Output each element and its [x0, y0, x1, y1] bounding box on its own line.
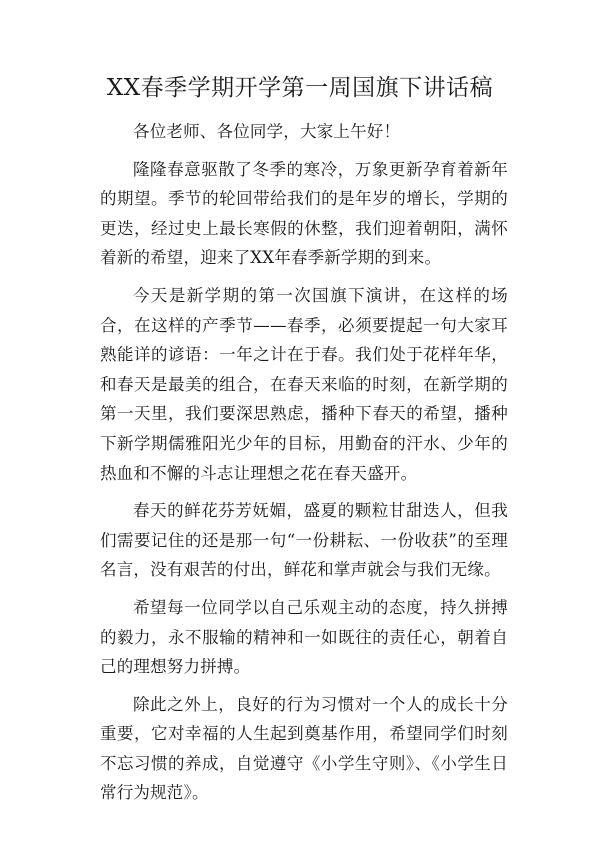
paragraph-new-semester: 今天是新学期的第一次国旗下演讲，在这样的场合，在这样的产季节——春季，必须要提起一句大家耳熟能详的谚语：一年之计在于春。我们处于花样年华，和春天是最美的组合，在春天来临的时刻，在新学期的第一天里，我们要深思熟虑，播种下春天的希望，播种下新学期儒雅阳光少年的目标，用勤奋的汗水、少年的热血和不懈的斗志让理想之花在春天盛开。: [100, 285, 508, 483]
paragraph-habits: 除此之外上，良好的行为习惯对一个人的成长十分重要，它对幸福的人生起到奠基作用，希望同学们时刻不忘习惯的养成，自觉遵守《小学生守则》、《小学生日常行为规范》。: [100, 694, 508, 803]
paragraph-hard-work: 春天的鲜花芬芳妩媚，盛夏的颗粒甘甜迭人，但我们需要记住的还是那一句“一份耕耘、一份收获”的至理名言，没有艰苦的付出，鲜花和掌声就会与我们无缘。: [100, 501, 508, 580]
paragraph-hope: 希望每一位同学以自己乐观主动的态度，持久拼搏的毅力，永不服输的精神和一如既往的责任心，朝着自己的理想努力拼搏。: [100, 597, 508, 677]
document-title: XX春季学期开学第一周国旗下讲话稿: [106, 75, 494, 101]
document-body: [100, 117, 508, 816]
paragraph-spring-intro: 隆隆春意驱散了冬季的寒冷，万象更新孕育着新年的期望。季节的轮回带给我们的是年岁的增长，学期的更迭，经过史上最长寒假的休整，我们迎着朝阳，满怀着新的希望，迎来了XX年春季新学期的到来。: [100, 159, 508, 268]
paragraph-greeting: 各位老师、各位同学，大家上午好！: [133, 122, 401, 141]
